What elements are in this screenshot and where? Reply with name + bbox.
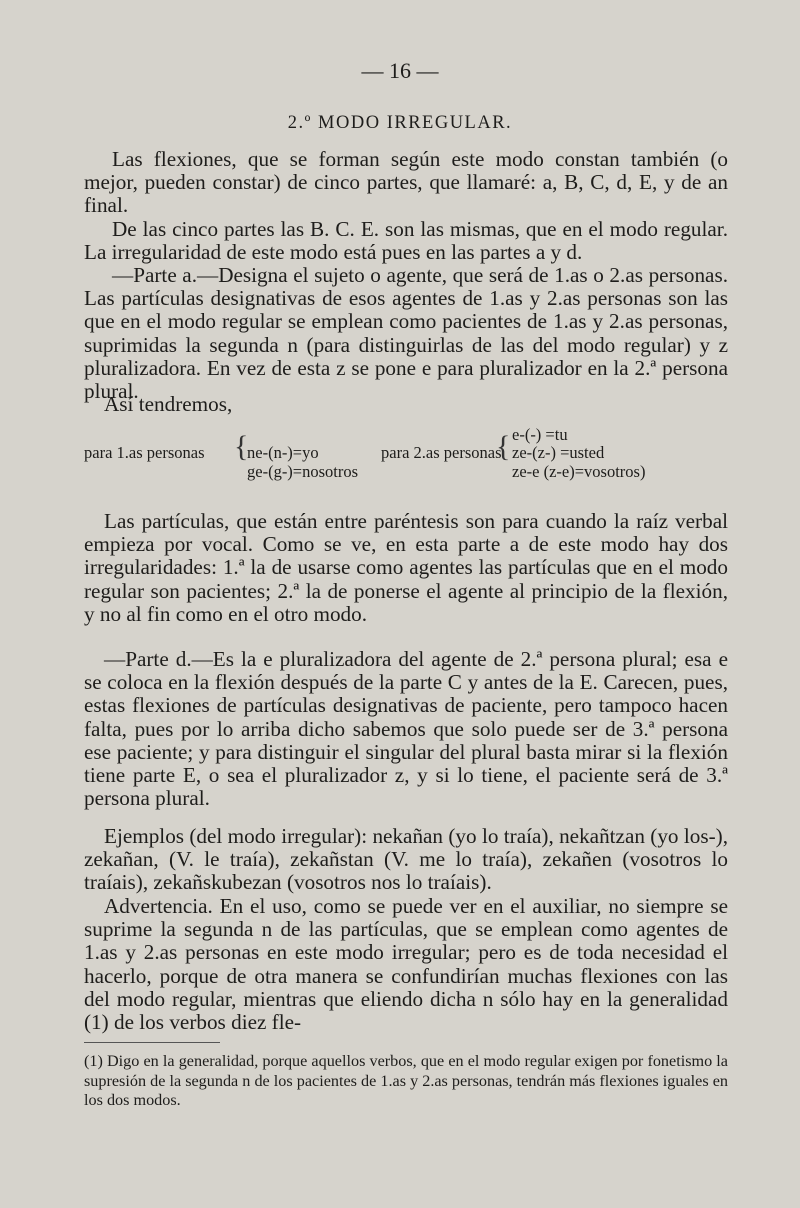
footnote-divider: [84, 1042, 220, 1043]
paragraph-8: Advertencia. En el uso, como se puede ver en el auxiliar, no siempre se suprime la segunda n de las partículas, que se emplean como agentes de 1.as y 2.as personas en este modo irregular; pero es de toda necesidad el hacerlo, porque de otra manera se confundirían muchas flexiones con las del modo regular, mientras que eliendo dicha n sólo hay en la generalidad (1) de los verbos diez fle-: [84, 894, 728, 1035]
brace-right: {: [496, 430, 511, 463]
table-right-row: e-(-) =tu: [512, 425, 568, 444]
particle-table: [84, 425, 734, 485]
table-right-row: ze-e (z-e)=vosotros): [512, 462, 646, 481]
paragraph-4: Así tendremos,: [104, 392, 233, 416]
paragraph-6: —Parte d.—Es la e pluralizadora del agente de 2.ª persona plural; esa e se coloca en la flexión después de la parte C y antes de la E. Carecen, pues, estas flexiones de partículas designativas de paciente, pero tampoco hacen falta, pues por lo arriba dicho sabemos que solo puede ser de 3.ª persona ese paciente; y para distinguir el singular del plural basta mirar si la flexión tiene parte E, o sea el pluralizador z, y si lo tiene, el paciente será de 3.ª persona plural.: [84, 647, 728, 811]
table-left-label: para 1.as personas: [84, 443, 205, 462]
paragraph-5: Las partículas, que están entre paréntesis son para cuando la raíz verbal empieza por vocal. Como se ve, en esta parte a de este modo hay dos irregularidades: 1.ª la de usarse como agentes las partículas que en el modo regular son pacientes; 2.ª la de ponerse el agente al principio de la flexión, y no al fin como en el otro modo.: [84, 509, 728, 626]
paragraph-7: Ejemplos (del modo irregular): nekañan (yo lo traía), nekañtzan (yo los-), zekañan, (V. le traía), zekañstan (V. me lo traía), zekañen (vosotros lo traíais), zekañskubezan (vosotros nos lo traíais).: [84, 824, 728, 895]
section-heading: 2.º MODO IRREGULAR.: [287, 113, 513, 133]
footnote: (1) Digo en la generalidad, porque aquellos verbos, que en el modo regular exigen por fonetismo la supresión de la segunda n de los pacientes de 1.as y 2.as personas, tendrán más flexiones iguales en los dos modos.: [84, 1052, 728, 1109]
table-right-row: ze-(z-) =usted: [512, 443, 605, 462]
table-left-row: ge-(g-)=nosotros: [247, 462, 359, 481]
paragraph-3: —Parte a.—Designa el sujeto o agente, que será de 1.as o 2.as personas. Las partículas designativas de esos agentes de 1.as y 2.as personas son las que en el modo regular se emplean como pacientes de 1.as y 2.as personas, suprimidas la segunda n (para distinguirlas de las del modo regular) y z pluralizadora. En vez de esta z se pone e para pluralizador en la 2.ª persona plural.: [84, 263, 728, 404]
page-number: — 16 —: [361, 58, 439, 83]
brace-left: {: [234, 430, 249, 463]
paragraph-2: De las cinco partes las B. C. E. son las mismas, que en el modo regular. La irregularidad de este modo está pues en las partes a y d.: [84, 217, 728, 265]
table-right-label: para 2.as personas: [381, 443, 502, 462]
paragraph-1: Las flexiones, que se forman según este modo constan también (o mejor, pueden constar) de cinco partes, que llamaré: a, B, C, d, E, y de an final.: [84, 147, 728, 218]
table-left-row: ne-(n-)=yo: [247, 443, 319, 462]
